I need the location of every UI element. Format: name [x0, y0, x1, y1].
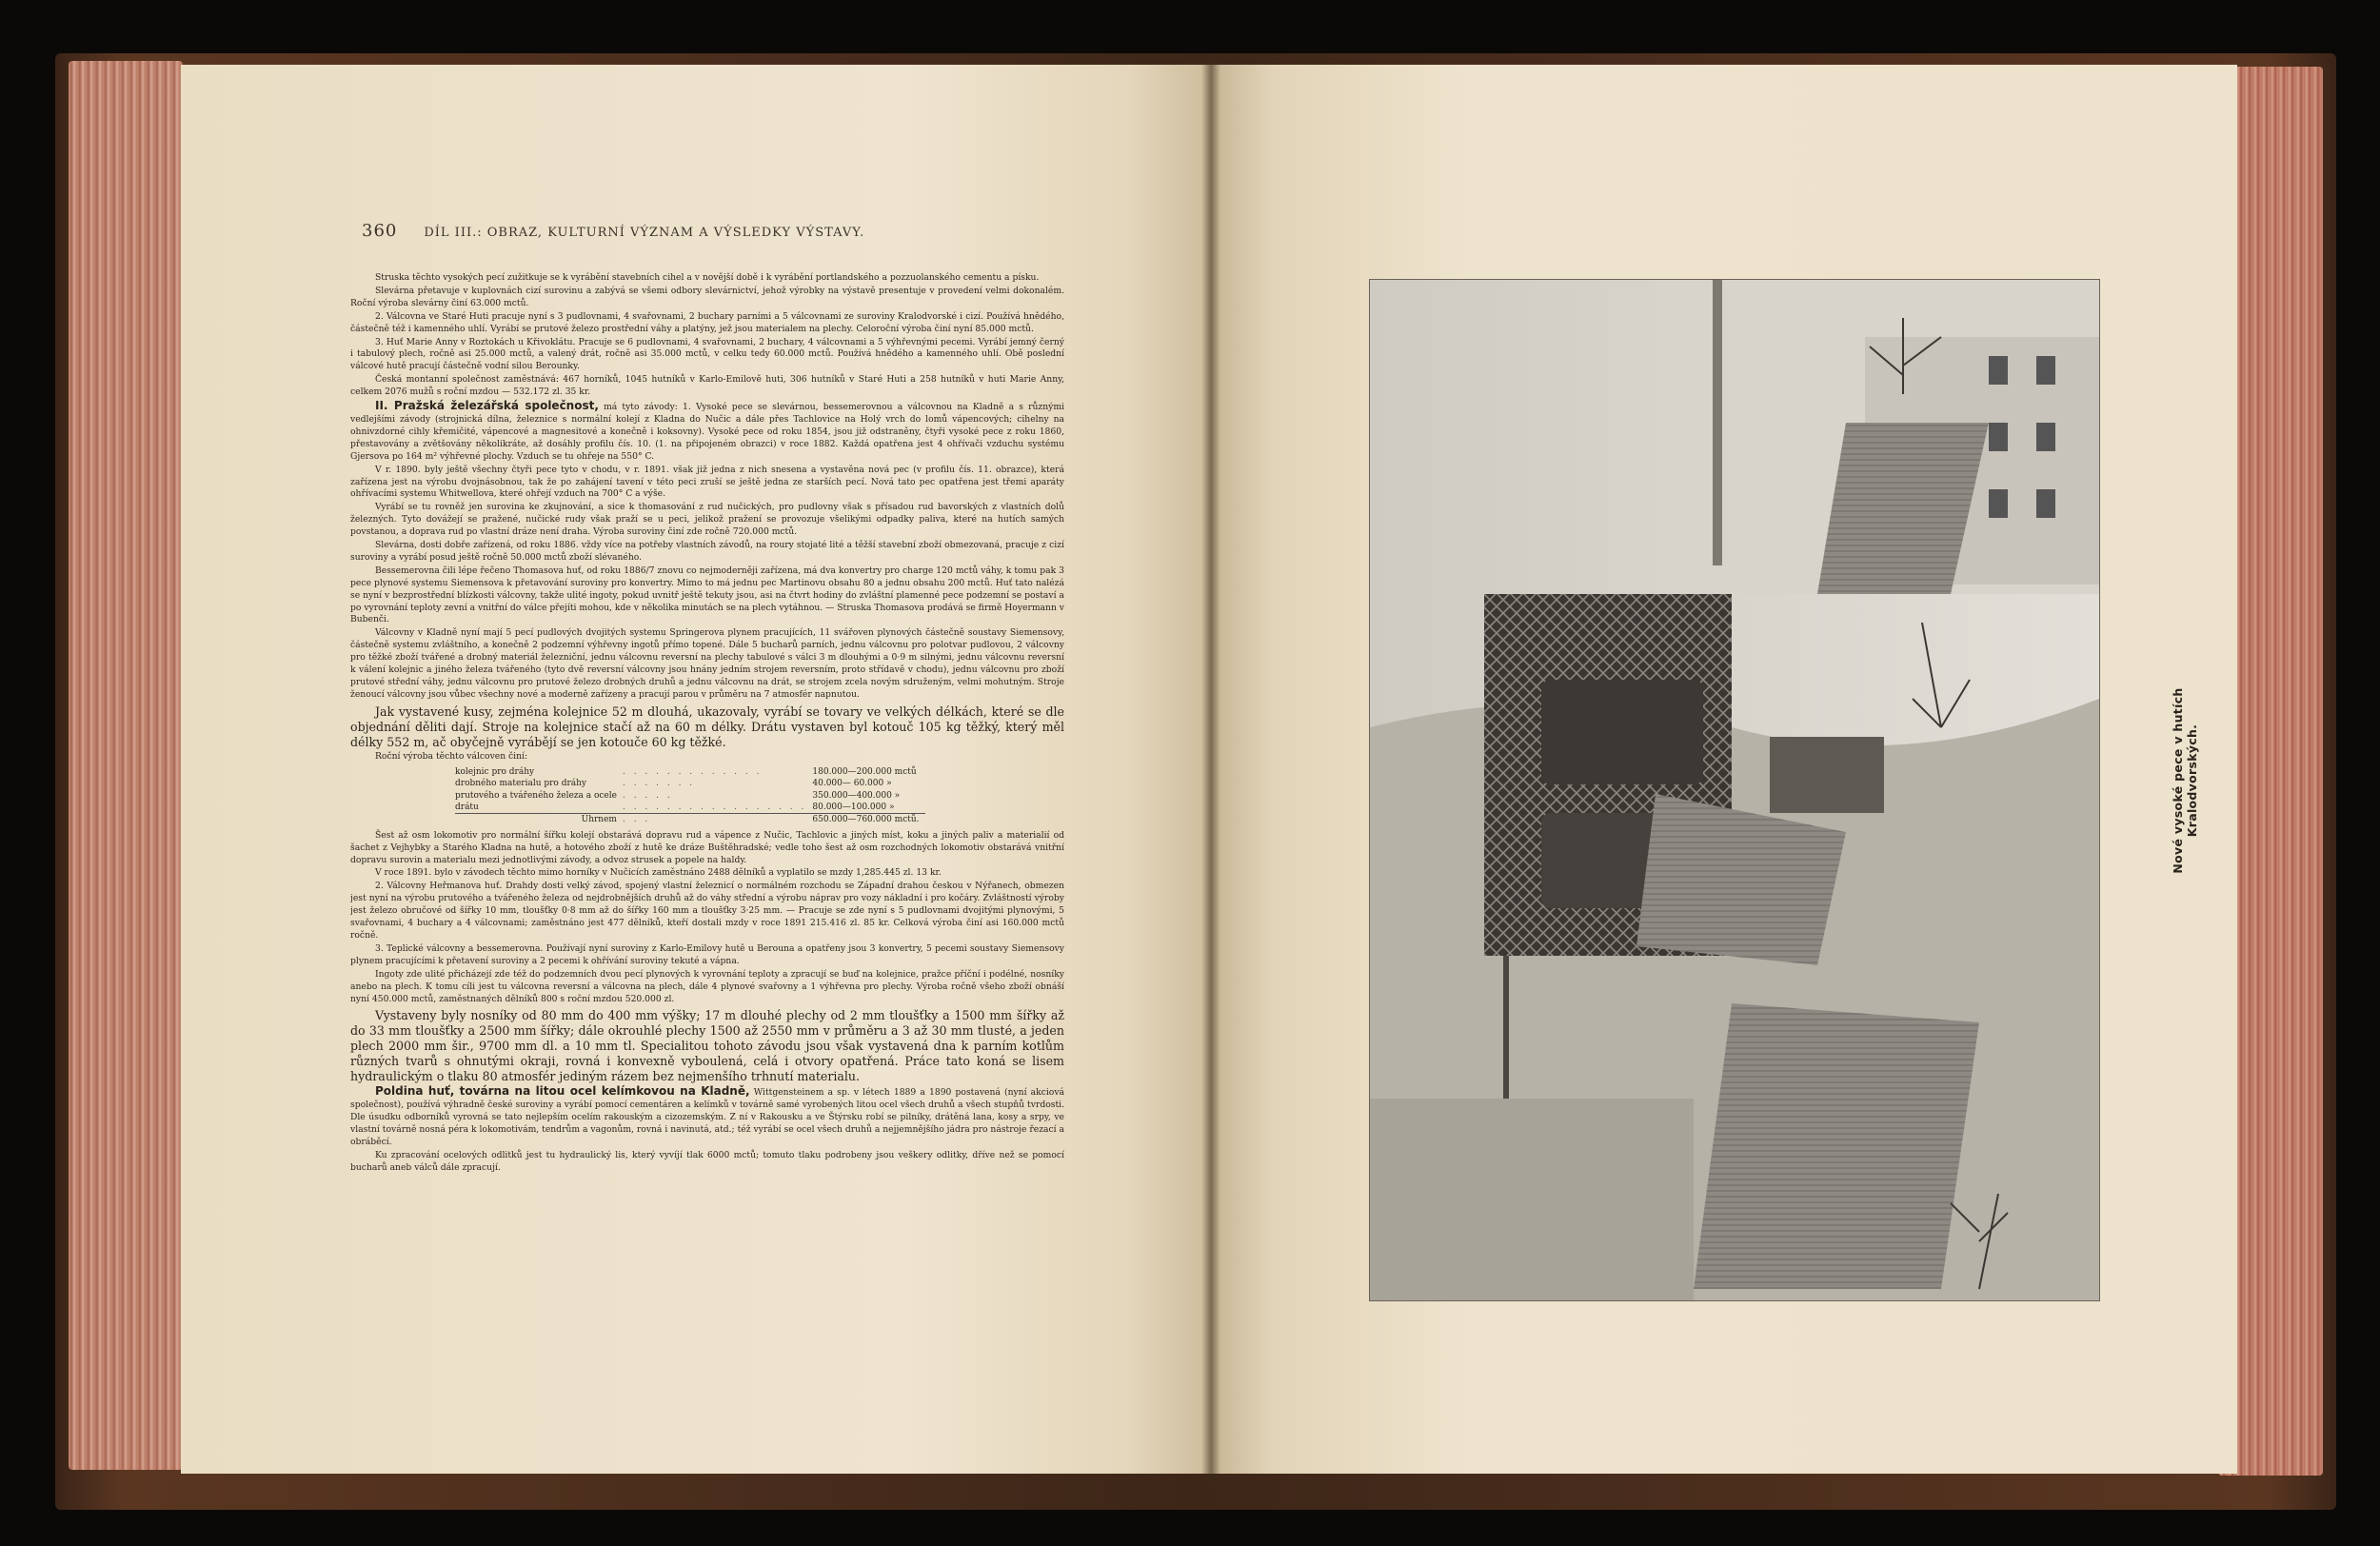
- row-value: 180.000—200.000 mctů: [812, 766, 917, 777]
- page-edges-left: [69, 61, 183, 1470]
- section-heading: II. Pražská železářská společnost,: [375, 399, 599, 413]
- row-leader: . . . . .: [622, 790, 673, 801]
- total-leader: . . .: [623, 814, 812, 826]
- production-table: [455, 766, 925, 826]
- paragraph: Struska těchto vysokých pecí zužitkuje se k vyrábění stavebních cihel a v novější době i k vyrábění portlandského a pozzuolanského cementu a písku.: [375, 272, 1040, 283]
- paragraph: Česká montanní společnost zaměstnává: 467 horníků, 1045 hutníků v Karlo-Emilově huti, 306 hutníků v Staré Huti a 258 hutníků v huti Marie Anny, celkem 2076 mužů s roční mzdou — 532.172 zl. 35 kr.: [350, 374, 1064, 398]
- table-row: [455, 802, 925, 814]
- section-2-text: má tyto závody: 1. Vysoké pece se slevárnou, bessemerovnou a válcovnou na Kladně a s různými vedlejšími závody (strojnická dílna, železnice s normální kolejí z Kladna do Nučic a dále přes Tachlovice na Holý vrch do lomů vápencových; cihelny na ohnivzdorné cihly křemičité, vápencové a magnesitové a konečně i koksovny). Vysoké pece od roku 1854, jsou již odstraněny, čtyři vysoké pece z roku 1860, přestavovány a zvětšovány několikráte, až dosáhly profilu čís. 10. (1. na připojeném obrazci) v roce 1882. Každá opatřena jest 4 ohřívači vzduchu systému Gjersova po 164 m² výhřevné plochy. Vzduch se tu ohřeje na 550° C.: [350, 402, 1064, 462]
- lower-shed: [1694, 1003, 1979, 1289]
- paragraph: Válcovny v Kladně nyní mají 5 pecí pudlových dvojitých systemu Springerova plynem pracujících, 11 svářoven plynových částečně soustavy Siemensovy, částečně systemu zvláštního, a konečně 2 podzemní výhřevny ingotů přímo topené. Dále 5 bucharů parních, jednu válcovnu pro polotvar pudlovou, 2 válcovny pro těžké zboží tvářené a drobný materiál železniční, jednu válcovnu reversní na plechy tabulové s válci 3 m dlouhými a 0·9 m silnými, jednu válcovnu reversní k válení kolejnic a jiného železa tvářeného (tyto dvě reversní válcovny jsou hnány jedním strojem reversním, proto střídavě v chodu), jednu válcovnu pro zboží prutové střední váhy, jednu válcovnu pro prutové železo drobných druhů a jednu válcovnu na drát, se strojem zcela novým sdruženým, velmi mohutným. Stroje ženoucí válcovny jsou vůbec všechny nové a moderně zařízeny a pracují parou v průměru na 7 atmosfér napnutou.: [350, 627, 1064, 700]
- paragraph: Šest až osm lokomotiv pro normální šířku kolejí obstarává dopravu rud a vápence z Nučic, Tachlovic a jiných míst, koku a jiných paliv a materialií od šachet z Vejhybky a Starého Kladna na hutě, a hotového zboží z hutě ke dráze Buštěhradské; vedle toho šest až osm rozchodných lokomotiv obstarává vnitřní dopravu surovin a materialu mezi jednotlivými závody, a odvoz strusek a popele na haldy.: [350, 829, 1064, 865]
- paragraph: V roce 1891. bylo v závodech těchto mimo horníky v Nučicích zaměstnáno 2488 dělníků a vyplatilo se mzdy 1,285.445 zl. 13 kr.: [375, 867, 942, 879]
- row-value: 40.000— 60.000 »: [812, 779, 892, 789]
- row-label: prutového a tvářeného železa a ocele: [455, 790, 617, 801]
- section-2-paragraph: [350, 400, 1064, 464]
- section-3-paragraph: [350, 1085, 1064, 1149]
- large-paragraph: Jak vystavené kusy, zejména kolejnice 52 m dlouhá, ukazovaly, vyrábí se tovary ve velkých délkách, které se dle objednání děliti dají. Stroje na kolejnice stačí až na 60 m délky. Drátu vystaven byl kotouč 105 kg těžký, který měl délky 552 m, ač obyčejně vyrábějí se jen kotouče 60 kg těžké.: [350, 704, 1064, 749]
- paragraph: Bessemerovna čili lépe řečeno Thomasova huť, od roku 1886/7 znovu co nejmoderněji zařízena, má dva konvertry pro charge 120 mctů váhy, k tomu pak 3 pece plynové systemu Siemensova k přetavování suroviny pro konvertry. Mimo to má jednu pec Martinovu obsahu 80 a jednu obsahu 200 mctů. Huť tato nalézá se nyní v bezprostřední blízkosti válcovny, takže ulité ingoty, pokud uvnitř ještě tekuty jsou, asi na čtvrt hodiny do zvláštní plamenné pece podzemní se postaví a po vyrovnání teploty zevní a vnitřní do válce přejíti mohou, kde v několika minutách se na plech vytáhnou. — Struska Thomasova prodává se firmě Hoyermann v Bubenči.: [350, 565, 1064, 625]
- photograph-illustration: [1370, 280, 2099, 1300]
- row-leader: . . . . . . . . . . . . . . . . .: [622, 802, 807, 812]
- table-row: [455, 790, 925, 802]
- paragraph: 2. Válcovna ve Staré Huti pracuje nyní s 3 pudlovnami, 4 svařovnami, 2 buchary parními a 5 válcovnami ze suroviny Kralodvorské i cizí. Používá hnědého, částečně též i kamenného uhlí. Vyrábí se prutové železo prostřední váhy a platýny, jež jsou materialem na plechy. Celoroční výroba činí nyní 85.000 mctů.: [350, 310, 1064, 334]
- table-row: [455, 766, 925, 778]
- row-value: 80.000—100.000 »: [812, 802, 895, 812]
- paragraph: Vyrábí se tu rovněž jen surovina ke zkujnování, a sice k thomasování z rud nučických, pro pudlovny však s přísadou rud bavorských z vlastních dolů železných. Tyto dovážejí se pražené, nučické rudy však praží se u peci, jelikož pražení se provozuje všelikými odpadky paliva, které na hutích samých povstanou, a doprava rud po vlastní dráze není draha. Výroba suroviny činí zde ročně 720.000 mctů.: [350, 502, 1064, 538]
- paragraph: 3. Teplické válcovny a bessemerovna. Používají nyní suroviny z Karlo-Emilovy hutě u Berouna a opatřeny jsou 3 konvertry, 5 pecemi soustavy Siemensovy plynem pracujícími k přetavení suroviny a 2 pecemi k ohřívání suroviny tekuté a vápna.: [350, 942, 1064, 966]
- page-number: 360: [362, 221, 398, 241]
- row-value: 350.000—400.000 »: [812, 790, 901, 801]
- paragraph: V r. 1890. byly ještě všechny čtyři pece tyto v chodu, v r. 1891. však již jedna z nich snesena a vystavěna nová pec (v profilu čís. 11. obrazce), která zařízena jest na výrobu dvojnásobnou, tak že po zahájení tavení v této peci zruší se ještě jedna ze starších pecí. Nová tato pec opatřena jest třemi aparáty ohřívacími systemu Whitwellova, které ohřejí vzduch na 700° C a výše.: [350, 464, 1064, 500]
- table-row: [455, 778, 925, 789]
- paragraph: 3. Huť Marie Anny v Roztokách u Křivoklátu. Pracuje se 6 pudlovnami, 4 svařovnami, 2 buchary, 4 válcovnami a 5 výhřevnými pecemi. Vyrábí jemný černý i tabulový plech, ročně asi 25.000 mctů, a valený drát, ročně asi 35.000 mctů, v celku tedy 60.000 mctů. Používá hnědého a kamenného uhlí. Obě poslední válcové hutě pracují částečně vodní silou Berounky.: [350, 336, 1064, 372]
- row-label: drátu: [455, 802, 479, 812]
- section-3-text: Wittgensteinem a sp. v létech 1889 a 1890 postavená (nyní akciová společnost), používá výhradně české suroviny a vyrábí pomocí cementáren a kelímků v továrně samé vyrobených litou ocel všech druhů a všech stupňů tvrdosti. Dle úsudku odborníků vyrovná se tato nejlepším ocelím rakouským a cizozemským. Z ní v Rakousku a ve Štýrsku robí se pilníky, drátěná lana, kosy a srpy, ve vlastní továrně nosná péra k lokomotivám, tendrům a vagonům, rovná i navinutá, atd.; též vyrábí se ocel všech druhů a nejjemnějšího jádra pro nástroje řezací a obráběcí.: [350, 1087, 1064, 1148]
- paragraph: 2. Válcovny Heřmanova huť. Drahdy dosti velký závod, spojený vlastní železnicí o normálném rozchodu se Západní drahou českou v Nýřanech, obmezen jest nyní na výrobu prutového a tvářeného železa od nejdrobnějších druhů až do váhy střední a výrobu náprav pro vozy nákladní i pro kočáry. Zvláštností výroby jest železo obručové od šířky 10 mm, tloušťky 0·8 mm až do šířky 160 mm a tloušťky 3·25 mm. — Pracuje se zde nyní s 5 pudlovnami dvojitými plynovými, 5 svařovnami, 4 buchary a 4 válcovnami; zaměstnáno jest 477 dělníků, kteří dostali mzdy v roce 1891 215.416 zl. 85 kr. Celková výroba činí asi 160.000 mctů ročně.: [350, 881, 1064, 941]
- table-total-row: [455, 814, 925, 826]
- paragraph: Ingoty zde ulité přicházejí zde též do podzemních dvou pecí plynových k vyrovnání teploty a zpracují se buď na kolejnice, pražce příční i podélné, nosníky anebo na plech. K tomu cíli jest tu válcovna reversní a válcovna na plech, dále 4 plynové svařovny a 1 výhřevna pro plechy. Výroba ročně všeho zboží obnáší nyní 450.000 mctů, zaměstnaných dělníků 800 s roční mzdou 520.000 zl.: [350, 968, 1064, 1004]
- row-leader: . . . . . . . . . . . . .: [622, 766, 763, 777]
- furnace-tank-upper: [1541, 680, 1703, 784]
- large-paragraph: Vystaveny byly nosníky od 80 mm do 400 mm výšky; 17 m dlouhé plechy od 2 mm tloušťky a 1500 mm šířky až do 33 mm tloušťky a 2500 mm šířky; dále okrouhlé plechy 1500 až 2550 mm v průměru a 3 až 30 mm tlusté, a jeden plech 2000 mm šir., 9700 mm dl. a 10 mm tl. Specialitou tohoto závodu jsou však vystavená dna k parním kotlům různých tvarů s ohnutými okraji, rovná i konvexně vyboulená, celá i otvory opatřená. Práce tato koná se lisem hydraulickým o tlaku 80 atmosfér jediným rázem bez nejmenšího trhnutí materialu.: [350, 1008, 1064, 1084]
- photo-caption: Nové vysoké pece v hutích Kralodvorských.: [2171, 687, 2199, 874]
- blast-furnace-photograph: [1369, 279, 2100, 1301]
- paragraph: Slevárna, dosti dobře zařízená, od roku 1886. vždy více na potřeby vlastních závodů, na roury stojaté lité a těžší stavební zboží obmezovaná, pracuje z cizí suroviny a vyrábí posud ještě ročně 50.000 mctů zboží slévaného.: [350, 540, 1064, 563]
- table-intro: Roční výroba těchto válcoven činí:: [375, 750, 528, 762]
- book-gutter: [1201, 57, 1220, 1485]
- total-value: 650.000—760.000 mctů.: [812, 814, 924, 826]
- total-label: Úhrnem: [455, 814, 623, 826]
- row-label: kolejnic pro dráhy: [455, 766, 535, 777]
- left-text-column: [350, 272, 1064, 1310]
- paragraph: Ku zpracování ocelových odlitků jest tu hydraulický lis, který vyvíjí tlak 6000 mctů; tomuto tlaku podrobeny jsou veškery odlitky, dříve než se pomocí bucharů aneb válců dále zpracují.: [350, 1149, 1064, 1173]
- running-head-title: DÍL III.: OBRAZ, KULTURNÍ VÝZNAM A VÝSLEDKY VÝSTAVY.: [424, 226, 865, 240]
- section-heading: Poldina huť, továrna na litou ocel kelímkovou na Kladně,: [375, 1084, 750, 1099]
- paragraph: Slevárna přetavuje v kuplovnách cizí surovinu a zabývá se všemi odbory slevárnictví, jehož výrobky na výstavě presentuje v provedení velmi dokonalém. Roční výroba slevárny činí 63.000 mctů.: [350, 285, 1064, 308]
- running-head: [362, 221, 933, 244]
- row-label: drobného materialu pro dráhy: [455, 779, 587, 789]
- tall-chimney: [1713, 280, 1722, 565]
- row-leader: . . . . . . .: [622, 779, 696, 789]
